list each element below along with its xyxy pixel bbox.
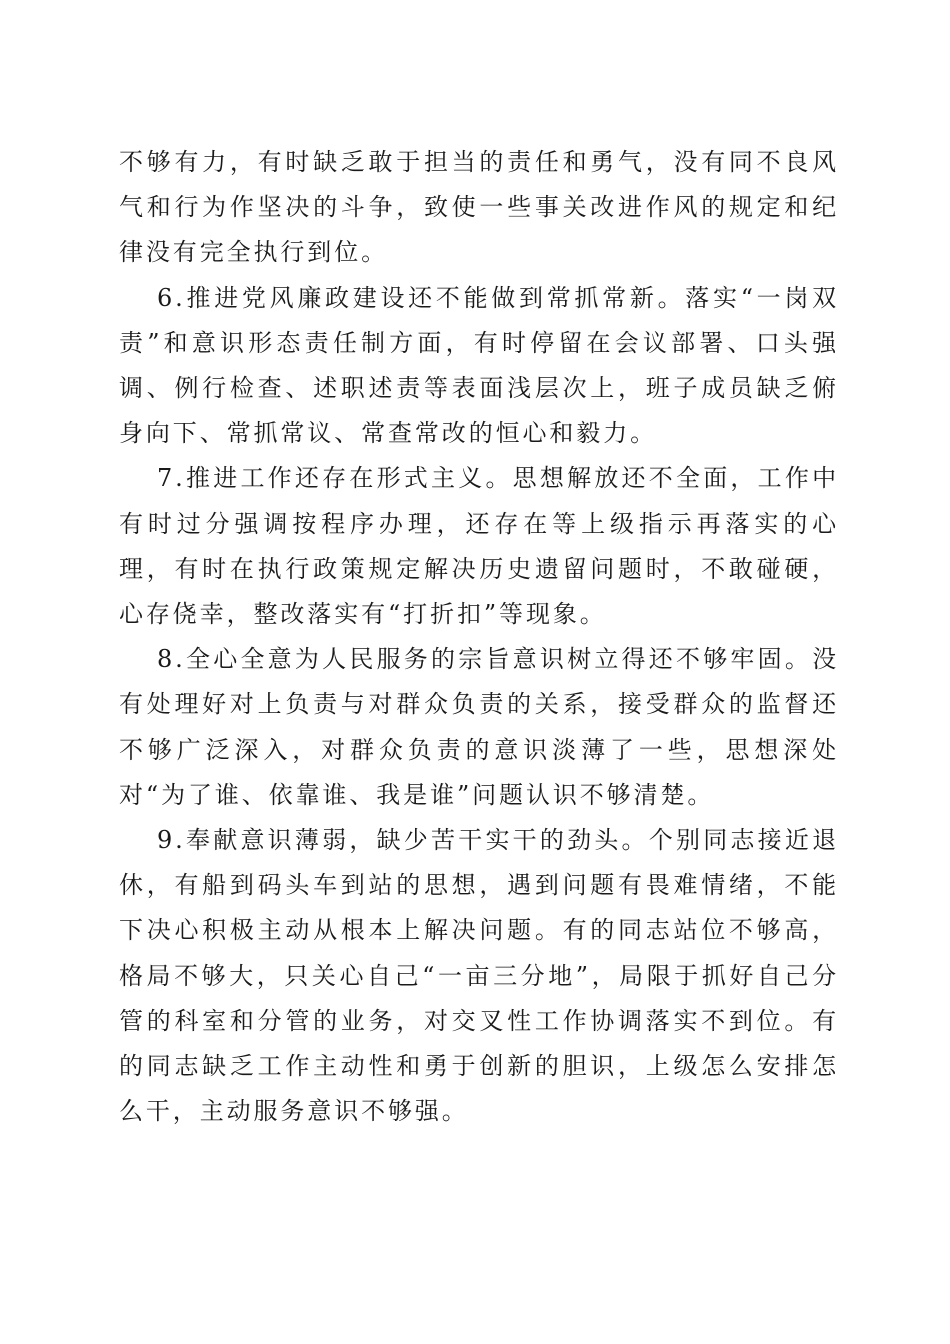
document-body: [119, 140, 839, 1134]
paragraph-item-8: 8.全心全意为人民服务的宗旨意识树立得还不够牢固。没有处理好对上负责与对群众负责的关系，接受群众的监督还不够广泛深入，对群众负责的意识淡薄了一些，思想深处对“为了谁、依靠谁、我是谁”问题认识不够清楚。: [119, 645, 839, 809]
paragraph-item-6: 6.推进党风廉政建设还不能做到常抓常新。落实“一岗双责”和意识形态责任制方面，有时停留在会议部署、口头强调、例行检查、述职述责等表面浅层次上，班子成员缺乏俯身向下、常抓常议、常查常改的恒心和毅力。: [119, 283, 839, 448]
paragraph-continued: 不够有力，有时缺乏敢于担当的责任和勇气，没有同不良风气和行为作坚决的斗争，致使一些事关改进作风的规定和纪律没有完全执行到位。: [119, 148, 839, 267]
paragraph-item-9: 9.奉献意识薄弱，缺少苦干实干的劲头。个别同志接近退休，有船到码头车到站的思想，遇到问题有畏难情绪，不能下决心积极主动从根本上解决问题。有的同志站位不够高，格局不够大，只关心自己“一亩三分地”，局限于抓好自己分管的科室和分管的业务，对交叉性工作协调落实不到位。有的同志缺乏工作主动性和勇于创新的胆识，上级怎么安排怎么干，主动服务意识不够强。: [119, 826, 839, 1126]
paragraph-item-7: 7.推进工作还存在形式主义。思想解放还不全面，工作中有时过分强调按程序办理，还存在等上级指示再落实的心理，有时在执行政策规定解决历史遗留问题时，不敢碰硬，心存侥幸，整改落实有“打折扣”等现象。: [119, 464, 839, 629]
